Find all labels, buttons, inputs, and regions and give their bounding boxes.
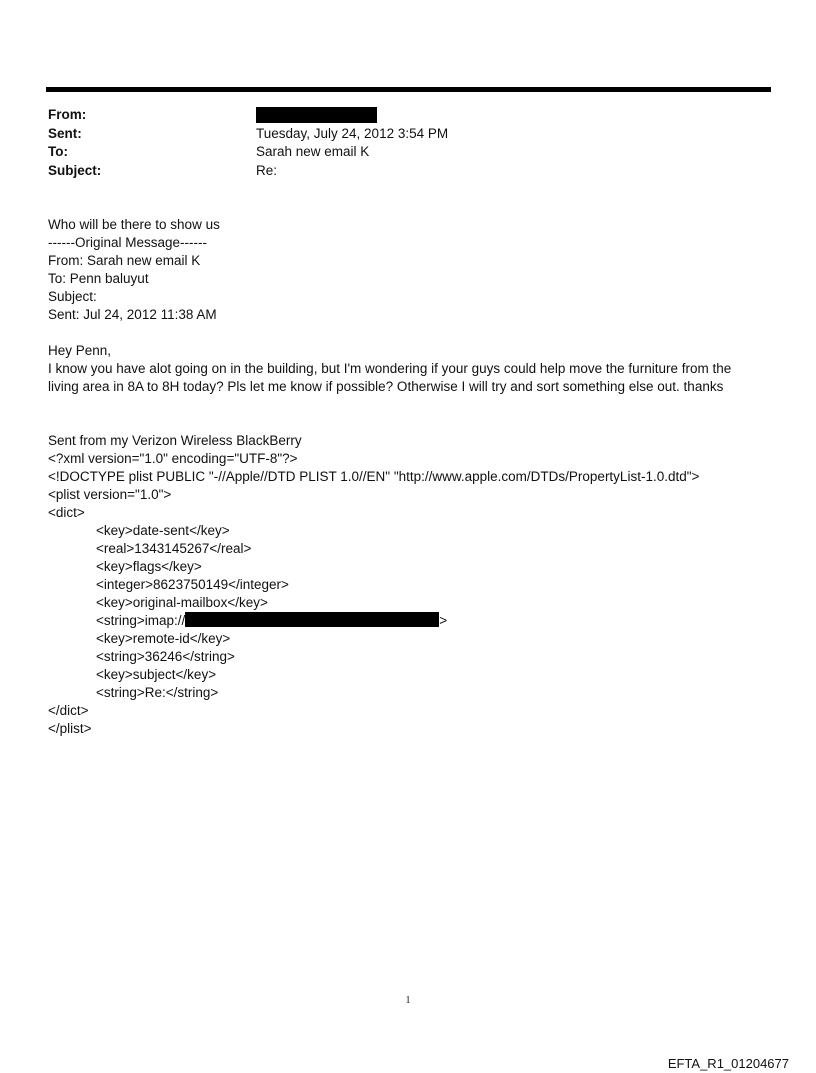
subject-value: Re: bbox=[256, 162, 278, 178]
plist-open: <plist version="1.0"> bbox=[48, 487, 172, 502]
key-flags: <key>flags</key> bbox=[96, 559, 202, 574]
original-to: To: Penn baluyut bbox=[48, 271, 149, 286]
sent-label: Sent: bbox=[48, 125, 82, 141]
mailbox-redaction bbox=[185, 612, 439, 627]
to-row bbox=[48, 143, 768, 162]
greeting: Hey Penn, bbox=[48, 343, 112, 358]
document-id: EFTA_R1_01204677 bbox=[667, 1056, 789, 1071]
header-rule bbox=[46, 87, 771, 92]
string-remote-id: <string>36246</string> bbox=[96, 649, 235, 664]
dict-open: <dict> bbox=[48, 505, 85, 520]
sent-row bbox=[48, 125, 768, 144]
spacer bbox=[48, 324, 778, 342]
key-remote-id: <key>remote-id</key> bbox=[96, 631, 231, 646]
from-redaction bbox=[256, 107, 377, 123]
email-body bbox=[48, 216, 778, 738]
string-imap-prefix: <string>imap:// bbox=[96, 613, 186, 628]
message-line-2: living area in 8A to 8H today? Pls let me know if possible? Otherwise I will try and sort something else out. thanks bbox=[48, 379, 724, 394]
integer-value: <integer>8623750149</integer> bbox=[96, 577, 289, 592]
original-separator: ------Original Message------ bbox=[48, 235, 207, 250]
from-label: From: bbox=[48, 107, 87, 122]
to-label: To: bbox=[48, 144, 68, 159]
xml-declaration: <?xml version="1.0" encoding="UTF-8"?> bbox=[48, 451, 298, 466]
real-value: <real>1343145267</real> bbox=[96, 541, 252, 556]
original-subject: Subject: bbox=[48, 289, 97, 304]
original-sent: Sent: Jul 24, 2012 11:38 AM bbox=[48, 307, 217, 322]
to-value: Sarah new email K bbox=[256, 144, 370, 159]
reply-line: Who will be there to show us bbox=[48, 217, 220, 232]
plist-close: </plist> bbox=[48, 721, 92, 736]
doctype-line: <!DOCTYPE plist PUBLIC "-//Apple//DTD PLIST 1.0//EN" "http://www.apple.com/DTDs/PropertyList-1.0.dtd"> bbox=[48, 469, 700, 484]
string-subject: <string>Re:</string> bbox=[96, 685, 219, 700]
string-imap-suffix: > bbox=[439, 613, 448, 628]
subject-label: Subject: bbox=[48, 162, 102, 178]
email-header bbox=[48, 106, 768, 180]
subject-row bbox=[48, 162, 768, 181]
key-original-mailbox: <key>original-mailbox</key> bbox=[96, 595, 268, 610]
string-imap-line bbox=[48, 612, 778, 630]
message-line-1: I know you have alot going on in the building, but I'm wondering if your guys could help move the furniture from the bbox=[48, 361, 732, 376]
spacer bbox=[48, 414, 778, 432]
original-from: From: Sarah new email K bbox=[48, 253, 201, 268]
page-number: 1 bbox=[405, 995, 411, 1006]
signature: Sent from my Verizon Wireless BlackBerry bbox=[48, 433, 302, 448]
key-date-sent: <key>date-sent</key> bbox=[96, 523, 230, 538]
sent-value: Tuesday, July 24, 2012 3:54 PM bbox=[256, 125, 449, 141]
from-row bbox=[48, 106, 768, 125]
key-subject: <key>subject</key> bbox=[96, 667, 217, 682]
dict-close: </dict> bbox=[48, 703, 89, 718]
spacer bbox=[48, 396, 778, 414]
